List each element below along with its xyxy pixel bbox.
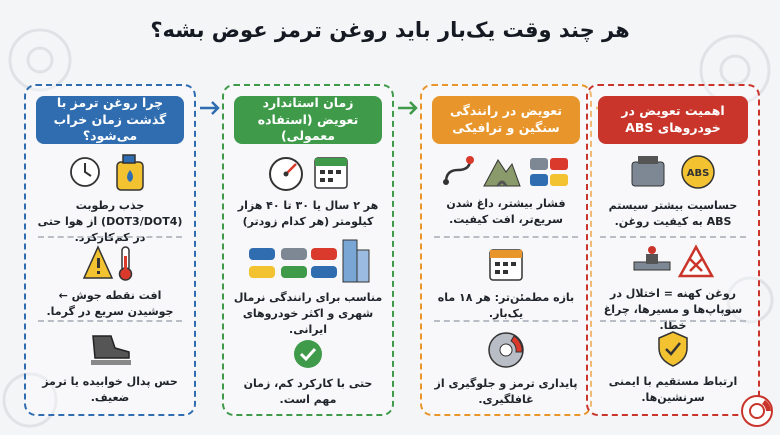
card-item [34,244,186,320]
abs-module-icon [626,152,670,192]
card-abs-importance [586,84,760,416]
brake-logo-icon [740,394,774,428]
warning-icon [678,244,714,280]
card-item-text: بازه مطمئن‌تر: هر ۱۸ ماه یک‌بار. [437,291,575,320]
foot-pedal-icon [85,330,135,368]
city-cars-icon [243,238,373,284]
card-item-text: حس پدال خوابیده یا ترمز ضعیف. [42,375,178,404]
card-item [232,152,384,230]
abs-icon [676,152,720,192]
card-item [596,330,750,406]
card-heavy-driving [420,84,592,416]
divider [434,236,578,238]
card-header: چرا روغن ترمز با گذشت زمان خراب می‌شود؟ [36,96,184,144]
card-item-text: جذب رطوبت (DOT3/DOT4) از هوا حتی در کم‌کارکرد. [37,199,183,244]
card-header: اهمیت تعویض در خودروهای ABS [598,96,748,144]
divider [600,320,746,322]
card-item [34,330,186,406]
divider [38,236,182,238]
calendar-icon [487,244,525,284]
card-header: تعویض در رانندگی سنگین و ترافیکی [432,96,580,144]
check-circle-icon [292,338,324,370]
divider [434,320,578,322]
card-header: زمان استاندارد تعویض (استفاده معمولی) [234,96,382,144]
mountain-road-icon [482,152,522,190]
card-item [430,152,582,228]
card-why-degrades [24,84,196,416]
calendar-icon [312,152,350,192]
svg-text:ABS: ABS [686,168,710,179]
arrow-right-icon [198,100,222,116]
page-title: هر چند وقت یک‌بار باید روغن ترمز عوض بشه؟ [150,18,630,42]
oil-bottle-icon [109,152,153,192]
traffic-icon [528,152,572,190]
card-item-text: پایداری ترمز و جلوگیری از غافلگیری. [434,377,578,406]
card-item [596,152,750,230]
brake-disc-icon [484,330,528,370]
card-item-text: هر ۲ سال یا ۳۰ تا ۴۰ هزار کیلومتر (هر کدام زودتر) [237,199,379,228]
card-item-text: فشار بیشتر، داغ شدن سریع‌تر، افت کیفیت. [446,197,566,226]
divider [600,236,746,238]
valve-icon [632,244,672,280]
card-item-text: روغن کهنه = اختلال در سوپاپ‌ها و مسیرها، چراغ خطا. [603,287,743,332]
card-item-text: ارتباط مستقیم با ایمنی سرنشین‌ها. [608,375,738,404]
speedometer-icon [266,152,306,192]
clock-cycle-icon [67,152,103,192]
card-item-text: حتی با کارکرد کم، زمان مهم است. [243,377,373,406]
card-item [232,338,384,408]
route-icon [440,152,476,190]
card-item [430,330,582,408]
card-item-text: مناسب برای رانندگی نرمال شهری و اکثر خودروهای ایرانی. [233,291,383,336]
card-item [34,152,186,246]
shield-check-icon [656,330,690,368]
warning-thermometer-icon [82,244,138,282]
card-item [430,244,582,322]
card-item-text: افت نقطه جوش ← جوشیدن سریع در گرما. [46,289,174,318]
card-standard-interval [222,84,394,416]
arrow-right-icon [396,100,420,116]
card-item [232,238,384,338]
divider [38,320,182,322]
card-item-text: حساسیت بیشتر سیستم ABS به کیفیت روغن. [608,199,738,228]
